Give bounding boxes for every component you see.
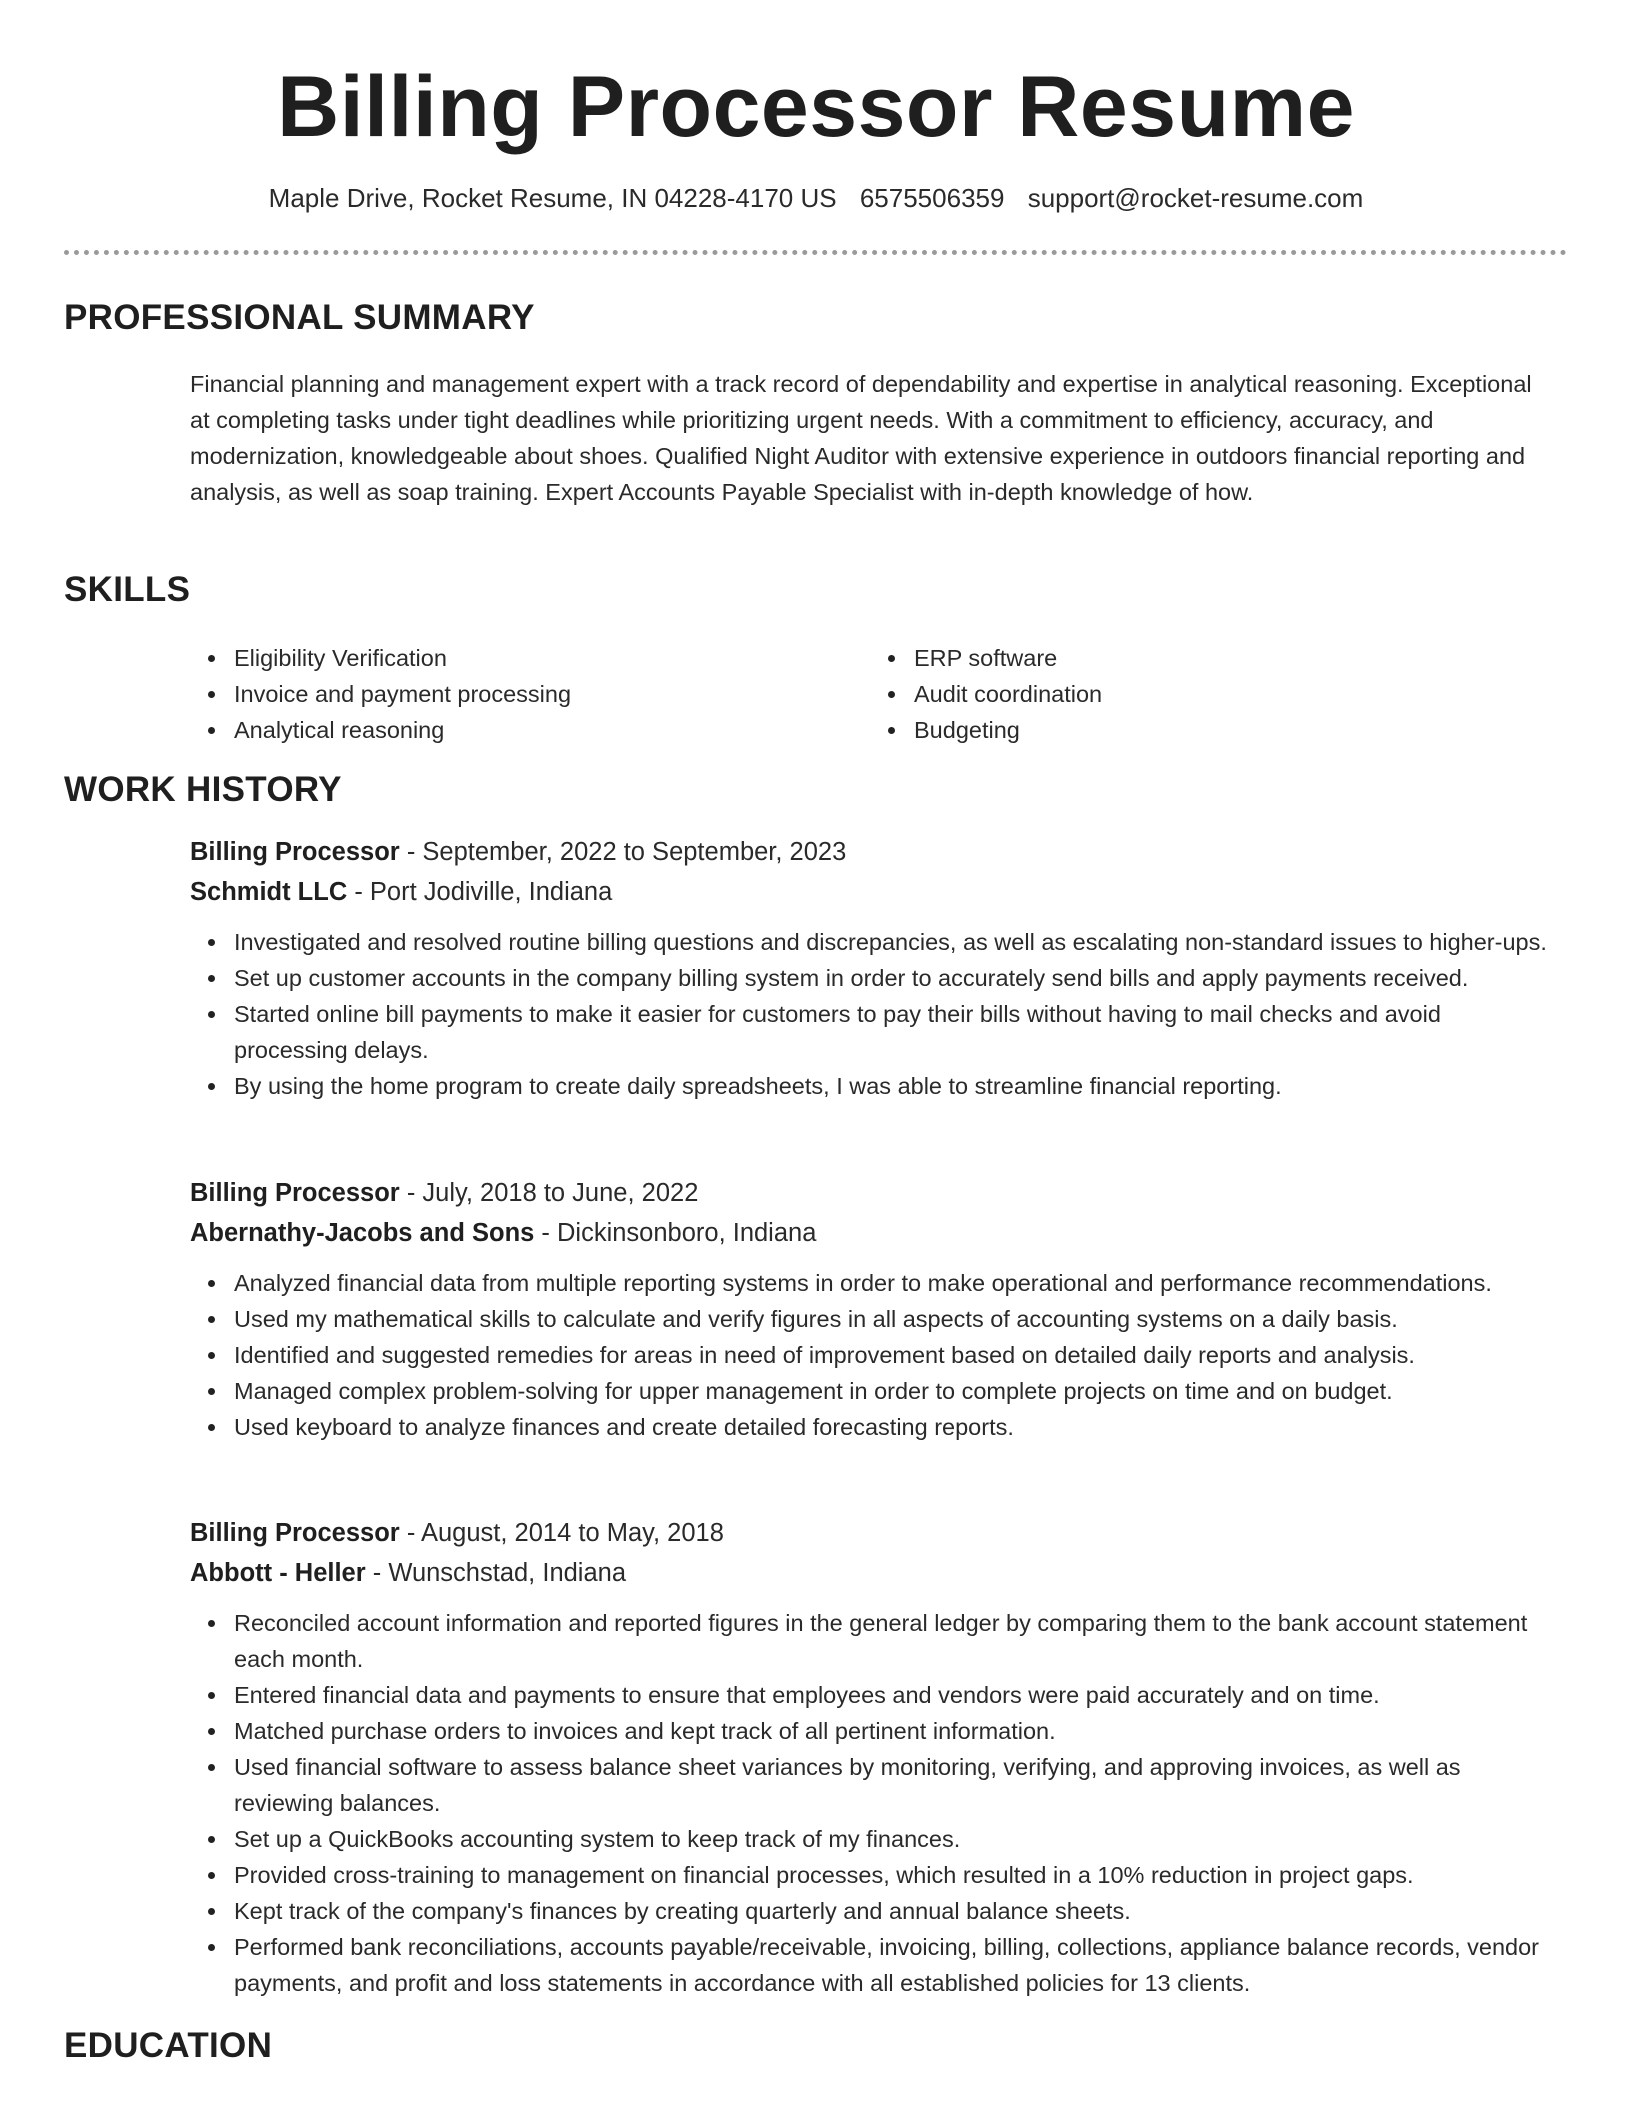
job-bullets (190, 1605, 1550, 2001)
contact-line (0, 180, 1632, 216)
job-bullet: Matched purchase orders to invoices and kept track of all pertinent information. (190, 1713, 1550, 1749)
education-heading: EDUCATION (64, 2026, 273, 2065)
job-location: - Port Jodiville, Indiana (347, 878, 613, 906)
contact-email[interactable]: support@rocket-resume.com (1027, 183, 1364, 213)
header-divider (64, 250, 1567, 255)
job-title: Billing Processor (190, 1519, 400, 1547)
job-company: Abernathy-Jacobs and Sons (190, 1219, 535, 1247)
job-company-line (190, 1553, 1550, 1593)
job-company: Abbott - Heller (190, 1559, 366, 1587)
job-bullet: Reconciled account information and reported figures in the general ledger by comparing them to the bank account statement each month. (190, 1605, 1550, 1677)
job-title-line (190, 1513, 1550, 1553)
job-bullet: Performed bank reconciliations, accounts payable/receivable, invoicing, billing, collections, appliance balance records, vendor payments, and profit and loss statements in accordance with all established policies for 13 clients. (190, 1929, 1550, 2001)
job-location: - Dickinsonboro, Indiana (534, 1219, 817, 1247)
skill-item: ERP software (870, 640, 1510, 676)
job-bullets (190, 1265, 1550, 1445)
skills-list-right (870, 640, 1510, 748)
skill-item: Eligibility Verification (190, 640, 830, 676)
job-dates: - July, 2018 to June, 2022 (399, 1179, 699, 1207)
job-bullet: Used keyboard to analyze finances and create detailed forecasting reports. (190, 1409, 1550, 1445)
job-bullet: Managed complex problem-solving for upper management in order to complete projects on time and on budget. (190, 1373, 1550, 1409)
job-bullet: Investigated and resolved routine billing questions and discrepancies, as well as escalating non-standard issues to higher-ups. (190, 924, 1550, 960)
job-bullet: Used my mathematical skills to calculate and verify figures in all aspects of accounting systems on a daily basis. (190, 1301, 1550, 1337)
summary-text: Financial planning and management expert with a track record of dependability and expertise in analytical reasoning. Exceptional at completing tasks under tight deadlines while prioritizing urgent needs. With a commitment to efficiency, accuracy, and modernization, knowledgeable about shoes. Qualified Night Auditor with extensive experience in outdoors financial reporting and analysis, as well as soap training. Expert Accounts Payable Specialist with in-depth knowledge of how. (190, 371, 1532, 505)
job-entry (190, 1513, 1550, 2001)
skill-item: Audit coordination (870, 676, 1510, 712)
job-bullet: By using the home program to create daily spreadsheets, I was able to streamline financial reporting. (190, 1068, 1550, 1104)
job-dates: - September, 2022 to September, 2023 (399, 838, 847, 866)
skills-list-left (190, 640, 830, 748)
job-bullet: Kept track of the company's finances by creating quarterly and annual balance sheets. (190, 1893, 1550, 1929)
job-bullet: Entered financial data and payments to ensure that employees and vendors were paid accurately and on time. (190, 1677, 1550, 1713)
summary-heading: PROFESSIONAL SUMMARY (64, 298, 535, 337)
job-bullet: Set up customer accounts in the company billing system in order to accurately send bills and apply payments received. (190, 960, 1550, 996)
contact-phone: 6575506359 (859, 183, 1005, 213)
skill-item: Invoice and payment processing (190, 676, 830, 712)
job-bullet: Provided cross-training to management on financial processes, which resulted in a 10% reduction in project gaps. (190, 1857, 1550, 1893)
job-dates: - August, 2014 to May, 2018 (399, 1519, 724, 1547)
job-bullet: Started online bill payments to make it easier for customers to pay their bills without having to mail checks and avoid processing delays. (190, 996, 1550, 1068)
job-title-line (190, 1173, 1550, 1213)
job-bullet: Used financial software to assess balance sheet variances by monitoring, verifying, and approving invoices, as well as reviewing balances. (190, 1749, 1550, 1821)
job-company-line (190, 1213, 1550, 1253)
job-entry (190, 1173, 1550, 1445)
job-title: Billing Processor (190, 1179, 400, 1207)
resume-title: Billing Processor Resume (277, 59, 1355, 155)
job-bullet: Identified and suggested remedies for areas in need of improvement based on detailed daily reports and analysis. (190, 1337, 1550, 1373)
job-company: Schmidt LLC (190, 878, 348, 906)
contact-address: Maple Drive, Rocket Resume, IN 04228-4170 US (268, 183, 837, 213)
job-bullets (190, 924, 1550, 1104)
skills-heading: SKILLS (64, 570, 191, 609)
job-company-line (190, 872, 1550, 912)
skill-item: Analytical reasoning (190, 712, 830, 748)
job-title: Billing Processor (190, 838, 400, 866)
job-bullet: Set up a QuickBooks accounting system to keep track of my finances. (190, 1821, 1550, 1857)
job-title-line (190, 832, 1550, 872)
work-heading: WORK HISTORY (64, 770, 342, 809)
job-location: - Wunschstad, Indiana (365, 1559, 627, 1587)
job-bullet: Analyzed financial data from multiple reporting systems in order to make operational and performance recommendations. (190, 1265, 1550, 1301)
job-entry (190, 832, 1550, 1104)
skill-item: Budgeting (870, 712, 1510, 748)
